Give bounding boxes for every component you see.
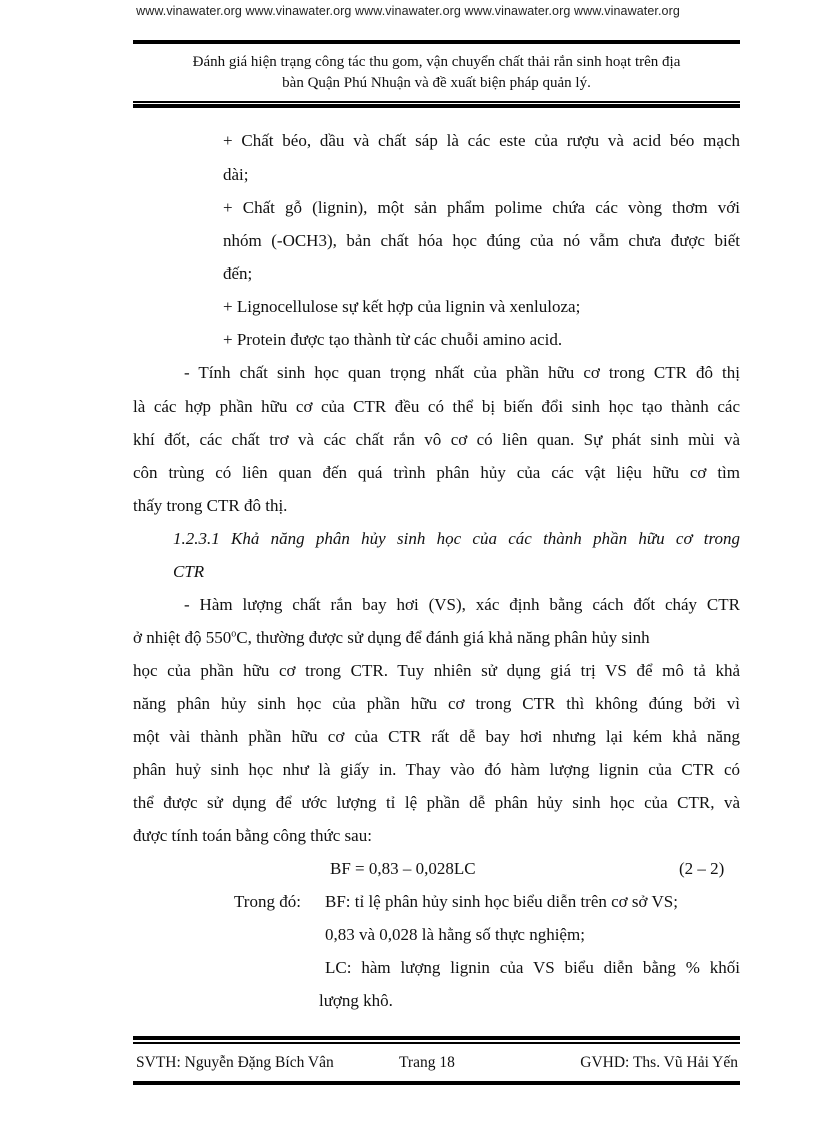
footer-student: SVTH: Nguyễn Đặng Bích Vân [136, 1054, 334, 1071]
page-header [133, 52, 740, 94]
header-line-1: Đánh giá hiện trạng công tác thu gom, vận chuyển chất thải rắn sinh hoạt trên địa [192, 54, 681, 70]
body-line: + Protein được tạo thành từ các chuỗi amino acid. [223, 330, 563, 349]
header-rule-top [133, 40, 740, 44]
header-rule-thin [133, 101, 740, 103]
where-item: 0,83 và 0,028 là hằng số thực nghiệm; [325, 925, 585, 944]
body-line: một vài thành phần hữu cơ của CTR rất dễ bay hơi nhưng lại kém khả năng [133, 727, 740, 746]
footer-rule-bottom [133, 1081, 740, 1085]
body-line: khí đốt, các chất trơ và các chất rắn vô cơ có liên quan. Sự phát sinh mùi và [133, 430, 740, 449]
body-line: thấy trong CTR đô thị. [133, 496, 288, 515]
body-line: thể được sử dụng để ước lượng tỉ lệ phần dễ phân hủy sinh học của CTR, và [133, 793, 740, 812]
formula: BF = 0,83 – 0,028LC [330, 859, 476, 878]
body-line: là các hợp phần hữu cơ của CTR đều có thể bị biến đổi sinh học tạo thành các [133, 397, 740, 416]
degree-superscript: o [231, 628, 237, 640]
temperature-text: ở nhiệt độ 550$^o$C, thường được sử dụng để đánh giá khả năng phân hủy sinh [133, 628, 650, 647]
section-heading: 1.2.3.1 Khả năng phân hủy sinh học của các thành phần hữu cơ trong [173, 529, 740, 548]
body-line: đến; [223, 264, 253, 283]
body-line: + Chất béo, dầu và chất sáp là các este của rượu và acid béo mạch [223, 131, 740, 150]
watermark-url: www.vinawater.org www.vinawater.org www.vinawater.org www.vinawater.org www.vinawater.org [136, 4, 680, 18]
body-line: dài; [223, 165, 249, 184]
footer-rule-top [133, 1036, 740, 1040]
where-label: Trong đó: [234, 892, 301, 911]
section-heading-cont: CTR [173, 562, 205, 581]
where-item: LC: hàm lượng lignin của VS biểu diễn bằng % khối [325, 958, 740, 977]
body-line: + Lignocellulose sự kết hợp của lignin và xenluloza; [223, 297, 581, 316]
body-line: côn trùng có liên quan đến quá trình phân hủy của các vật liệu hữu cơ tìm [133, 463, 740, 482]
where-item: lượng khô. [319, 991, 393, 1010]
footer-rule-thin [133, 1042, 740, 1044]
formula-number: (2 – 2) [679, 859, 725, 878]
body-line: + Chất gỗ (lignin), một sản phẩm polime chứa các vòng thơm với [223, 198, 740, 217]
header-line-2: bàn Quận Phú Nhuận và đề xuất biện pháp quản lý. [282, 75, 591, 91]
header-rule-bottom [133, 104, 740, 108]
body-line: được tính toán bằng công thức sau: [133, 826, 372, 845]
where-item: BF: tỉ lệ phân hủy sinh học biểu diễn trên cơ sở VS; [325, 892, 678, 911]
footer-page-number: Trang 18 [399, 1054, 455, 1071]
body-line: năng phân hủy sinh học của phần hữu cơ trong CTR thì không đúng bởi vì [133, 694, 740, 713]
body-line: - Tính chất sinh học quan trọng nhất của phần hữu cơ trong CTR đô thị [184, 363, 740, 382]
body-line-temperature [133, 628, 740, 648]
body-line: phân huỷ sinh học như là giấy in. Thay vào đó hàm lượng lignin của CTR có [133, 760, 740, 779]
body-line: nhóm (-OCH3), bản chất hóa học đúng của nó vẫm chưa được biết [223, 231, 740, 250]
body-line: học của phần hữu cơ trong CTR. Tuy nhiên sử dụng giá trị VS để mô tả khả [133, 661, 740, 680]
footer-advisor: GVHD: Ths. Vũ Hải Yến [580, 1054, 738, 1071]
body-line: - Hàm lượng chất rắn bay hơi (VS), xác định bằng cách đốt cháy CTR [184, 595, 740, 614]
